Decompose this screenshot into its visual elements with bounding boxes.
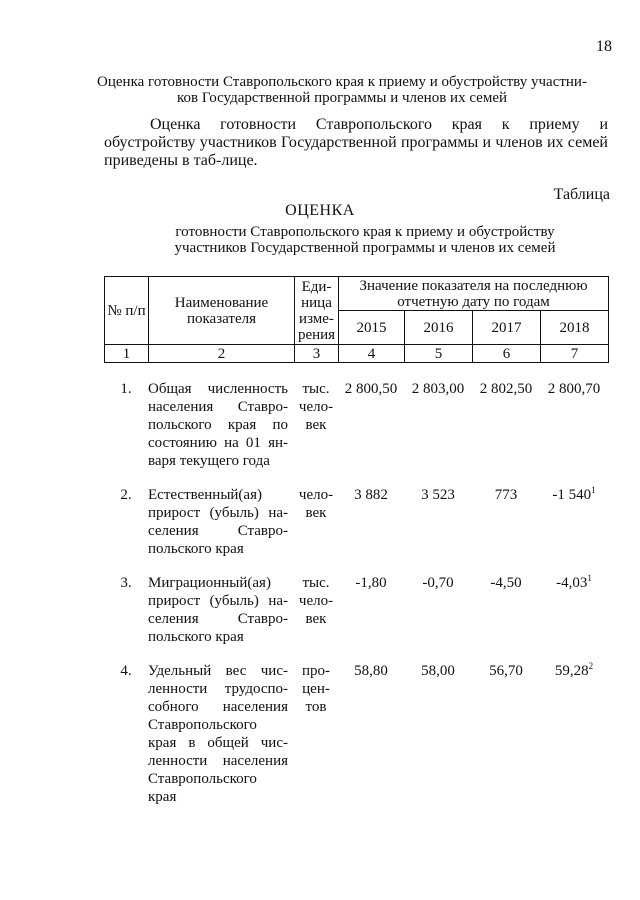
row-value-text: 58,80 bbox=[354, 663, 388, 679]
row-value bbox=[404, 574, 472, 662]
column-number: 5 bbox=[405, 345, 473, 363]
header-year: 2017 bbox=[473, 311, 541, 345]
header-values-group: Значение показателя на последнюю отчетную дату по годам bbox=[339, 277, 609, 311]
intro-paragraph: Оценка готовности Ставропольского края к приему и обустройству участников Государственной программы и членов их семей приведены в таб-лице. bbox=[104, 116, 608, 169]
row-indicator-name: Миграционный(ая) прирост (убыль) на-селения Ставро-польского края bbox=[148, 575, 288, 645]
column-number: 6 bbox=[473, 345, 541, 363]
row-value-text: 2 802,50 bbox=[479, 381, 533, 397]
footnote-marker: 1 bbox=[587, 573, 592, 583]
header-unit: Еди-ница изме-рения bbox=[295, 277, 339, 345]
row-value-text: -1,80 bbox=[355, 575, 387, 591]
header-year: 2018 bbox=[541, 311, 609, 345]
row-value-text: 56,70 bbox=[489, 663, 523, 679]
row-value bbox=[472, 380, 540, 486]
row-value-text: -0,70 bbox=[422, 575, 454, 591]
row-value bbox=[338, 486, 404, 574]
row-value-text: 2 800,70 bbox=[547, 381, 601, 397]
row-value-text: 3 882 bbox=[354, 487, 388, 503]
header-num: № п/п bbox=[105, 277, 149, 345]
row-value bbox=[540, 486, 608, 574]
row-value bbox=[540, 574, 608, 662]
row-value-text: 2 803,00 bbox=[411, 381, 465, 397]
row-value bbox=[404, 662, 472, 822]
table-row bbox=[104, 574, 608, 662]
row-value-text: 2 800,50 bbox=[344, 381, 398, 397]
row-value-text: 59,28 bbox=[554, 663, 589, 679]
table-row bbox=[104, 380, 608, 486]
row-unit: тыс. чело-век bbox=[298, 381, 334, 433]
page-number: 18 bbox=[596, 38, 612, 55]
row-indicator-name: Общая численность населения Ставро-польского края по состоянию на 01 ян-варя текущего года bbox=[148, 381, 288, 469]
row-value bbox=[472, 486, 540, 574]
row-indicator-name: Удельный вес чис-ленности трудоспо-собного населения Ставропольского края в общей чис-ленности населения Ставропольского края bbox=[148, 663, 288, 805]
row-number: 4. bbox=[120, 663, 132, 679]
row-value-text: -4,03 bbox=[556, 575, 588, 591]
row-value bbox=[540, 380, 608, 486]
table-header bbox=[104, 276, 609, 363]
row-value bbox=[338, 380, 404, 486]
footnote-marker: 2 bbox=[588, 661, 594, 671]
column-number: 3 bbox=[295, 345, 339, 363]
column-number: 7 bbox=[541, 345, 609, 363]
row-unit: про-цен-тов bbox=[301, 663, 331, 715]
header-year: 2016 bbox=[405, 311, 473, 345]
table-label: Таблица bbox=[553, 186, 610, 203]
column-number: 4 bbox=[339, 345, 405, 363]
row-value bbox=[338, 574, 404, 662]
row-value-text: 773 bbox=[494, 487, 518, 503]
section-heading: Оценка готовности Ставропольского края к приему и обустройству участни-ков Государственной программы и членов их семей bbox=[97, 74, 587, 106]
row-value-text: 58,00 bbox=[421, 663, 455, 679]
table-body bbox=[104, 380, 608, 822]
column-number: 2 bbox=[149, 345, 295, 363]
header-year: 2015 bbox=[339, 311, 405, 345]
row-number: 2. bbox=[120, 487, 132, 503]
row-indicator-name: Естественный(ая) прирост (убыль) на-селения Ставро-польского края bbox=[148, 487, 288, 557]
table-row bbox=[104, 662, 608, 822]
header-name: Наименование показателя bbox=[149, 277, 295, 345]
row-value-text: -1 540 bbox=[552, 487, 592, 503]
row-unit: чело-век bbox=[298, 487, 334, 521]
row-value bbox=[404, 380, 472, 486]
row-value bbox=[404, 486, 472, 574]
row-value bbox=[338, 662, 404, 822]
footnote-marker: 1 bbox=[591, 485, 596, 495]
row-unit: тыс. чело-век bbox=[298, 575, 334, 627]
row-value-text: 3 523 bbox=[421, 487, 455, 503]
document-title: ОЦЕНКА bbox=[285, 202, 355, 219]
row-number: 3. bbox=[120, 575, 132, 591]
row-value bbox=[472, 662, 540, 822]
row-value-text: -4,50 bbox=[490, 575, 522, 591]
table-row bbox=[104, 486, 608, 574]
column-number: 1 bbox=[105, 345, 149, 363]
row-number: 1. bbox=[120, 381, 132, 397]
row-value bbox=[540, 662, 608, 822]
document-subtitle: готовности Ставропольского края к приему и обустройству участников Государственной программы и членов их семей bbox=[174, 224, 556, 256]
row-value bbox=[472, 574, 540, 662]
